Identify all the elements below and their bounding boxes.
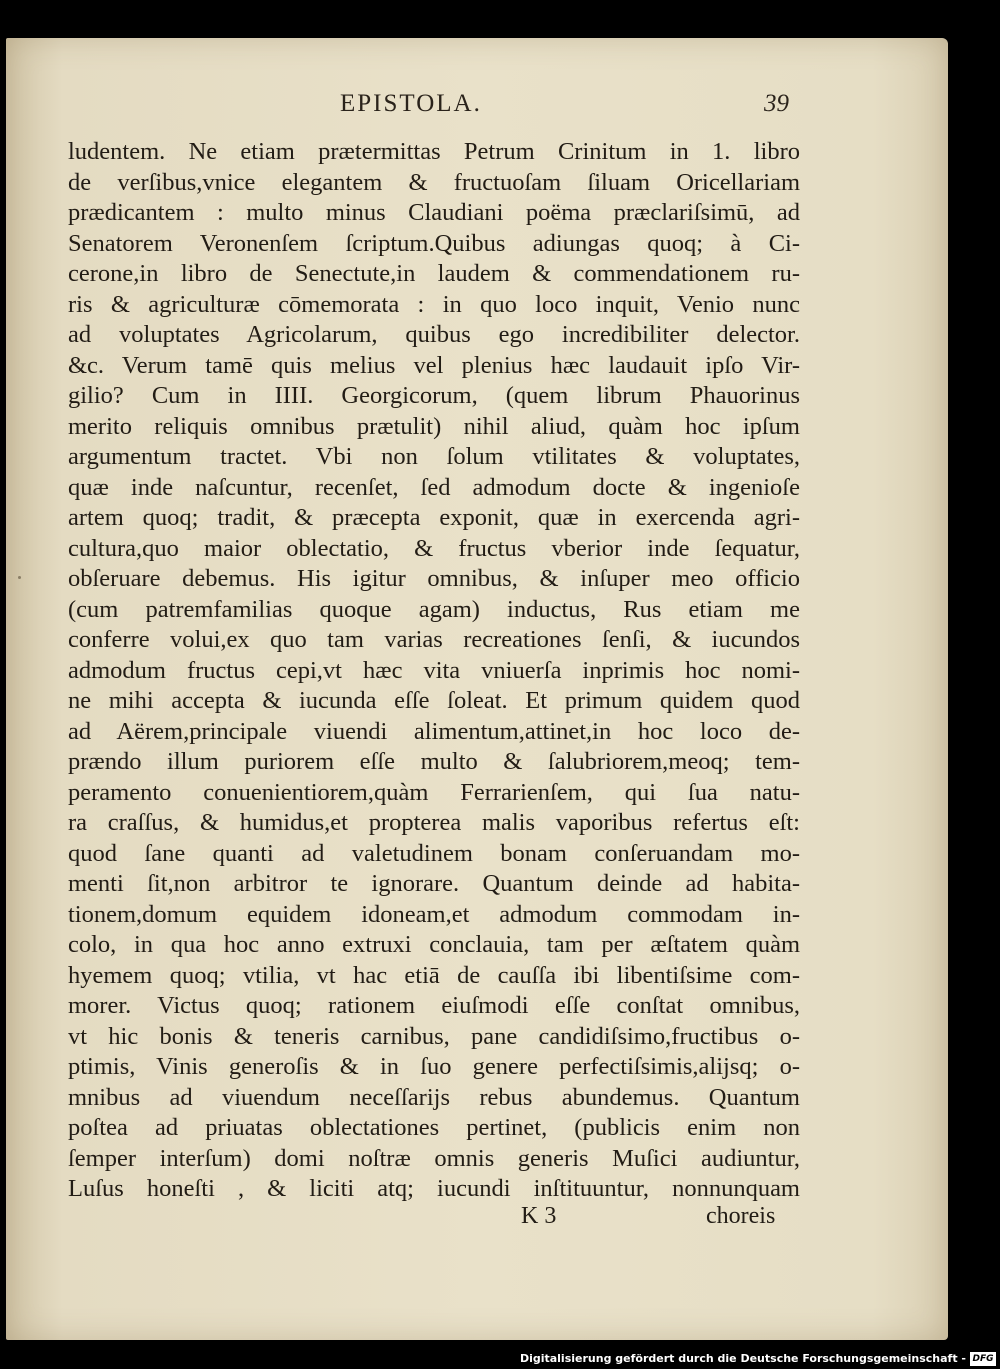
text-line: argumentum tractet. Vbi non ſolum vtilitates & voluptates, [68,443,800,470]
text-line: Luſus honeſti , & liciti atq; iucundi inſtituuntur, nonnunquam [68,1175,800,1202]
text-line: ris & agriculturæ cōmemorata : in quo loco inquit, Venio nunc [68,290,800,318]
running-title: EPISTOLA. [340,90,482,117]
text-line: obſeruare debemus. His igitur omnibus, & inſuper meo officio [68,565,800,592]
text-line: ludentem. Ne etiam prætermittas Petrum Crinitum in 1. libro [68,138,800,165]
text-line: prædicantem : multo minus Claudiani poëma præclariſsimū, ad [68,199,800,226]
text-line: quod ſane quanti ad valetudinem bonam conſeruandam mo- [68,839,800,867]
text-line: Senatorem Veronenſem ſcriptum.Quibus adiungas quoq; à Ci- [68,229,800,257]
text-line: ra craſſus, & humidus,et propterea malis vaporibus refertus eſt: [68,809,800,836]
text-line: hyemem quoq; vtilia, vt hac etiā de cauſſa ibi libentiſsime com- [68,961,800,989]
text-line: ad Aërem,principale viuendi alimentum,attinet,in hoc loco de- [68,717,800,745]
signature-mark: K 3 [521,1203,557,1229]
page-header [6,90,948,130]
text-line: de verſibus,vnice elegantem & fructuoſam ſiluam Oricellariam [68,168,800,196]
text-line: artem quoq; tradit, & præcepta exponit, quæ in exercenda agri- [68,504,800,531]
text-line: quæ inde naſcuntur, recenſet, ſed admodum docte & ingenioſe [68,473,800,501]
book-page [6,38,948,1340]
text-line: ptimis, Vinis generoſis & in ſuo genere perfectiſsimis,alijsq; o- [68,1053,800,1080]
text-line: admodum fructus cepi,vt hæc vita vniuerſa inprimis hoc nomi- [68,656,800,684]
text-line: ne mihi accepta & iucunda eſſe ſoleat. Et primum quidem quod [68,687,800,714]
text-line: ſemper interſum) domi noſtræ omnis generis Muſici audiuntur, [68,1144,800,1172]
page-number: 39 [764,90,789,117]
text-line: cerone,in libro de Senectute,in laudem & commendationem ru- [68,260,800,287]
paper-spot [18,576,21,579]
catchword: choreis [706,1203,776,1229]
text-line: morer. Victus quoq; rationem eiuſmodi eſſe conſtat omnibus, [68,992,800,1019]
page-footer [6,1203,948,1235]
text-line: cultura,quo maior oblectatio, & fructus vberior inde ſequatur, [68,534,800,562]
text-line: menti ſit,non arbitror te ignorare. Quantum deinde ad habita- [68,870,800,897]
text-line: poſtea ad priuatas oblectationes pertinet, (publicis enim non [68,1114,800,1141]
text-line: tionem,domum equidem idoneam,et admodum commodam in- [68,900,800,928]
text-line: merito reliquis omnibus prætulit) nihil aliud, quàm hoc ipſum [68,412,800,440]
body-text [68,137,800,1205]
text-line: ad voluptates Agricolarum, quibus ego incredibiliter delector. [68,321,800,348]
text-line: vt hic bonis & teneris carnibus, pane candidiſsimo,fructibus o- [68,1022,800,1050]
text-line: conferre volui,ex quo tam varias recreationes ſenſi, & iucundos [68,626,800,653]
text-line: colo, in qua hoc anno extruxi conclauia, tam per æſtatem quàm [68,931,800,958]
text-line: peramento conuenientiorem,quàm Ferrarienſem, qui ſua natu- [68,778,800,806]
text-line: &c. Verum tamē quis melius vel plenius hæc laudauit ipſo Vir- [68,351,800,379]
digitization-credit: Digitalisierung gefördert durch die Deutsche Forschungsgemeinschaft - [519,1352,966,1365]
text-line: prændo illum puriorem eſſe multo & ſalubriorem,meoq; tem- [68,748,800,775]
dfg-logo-icon: DFG [970,1352,996,1366]
text-line: gilio? Cum in IIII. Georgicorum, (quem librum Phauorinus [68,382,800,409]
text-line: (cum patremfamilias quoque agam) inductus, Rus etiam me [68,595,800,623]
text-line: mnibus ad viuendum neceſſarijs rebus abundemus. Quantum [68,1083,800,1111]
